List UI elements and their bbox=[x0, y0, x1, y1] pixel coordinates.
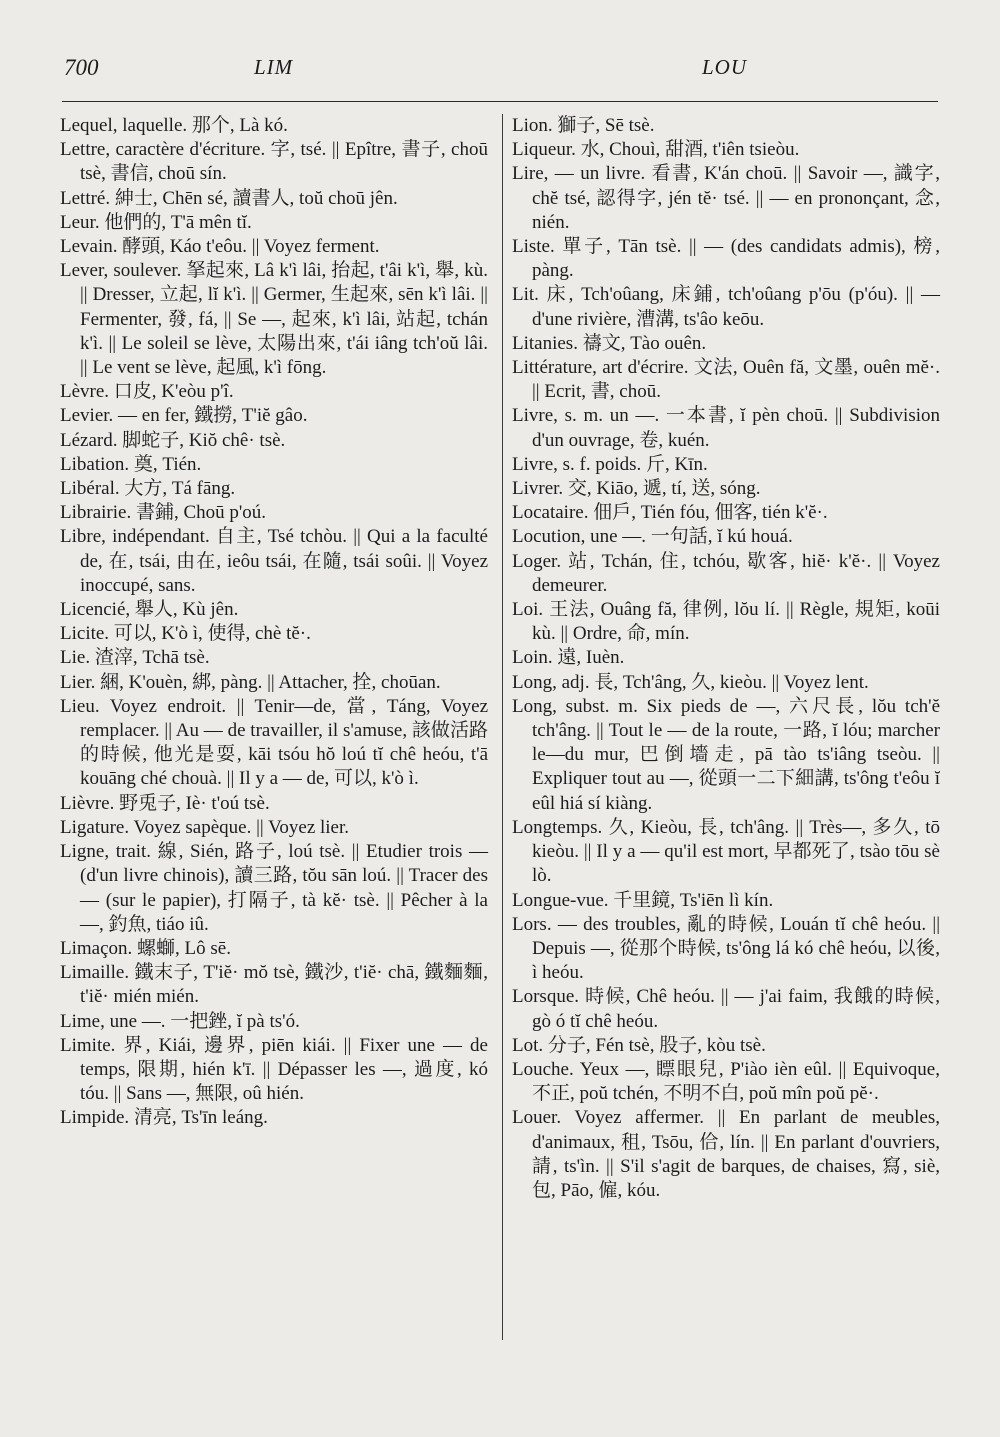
left-column bbox=[60, 114, 488, 1131]
dictionary-entry: Lie. 渣滓, Tchā tsè. bbox=[60, 647, 210, 669]
dictionary-entry: Ligature. Voyez sapèque. || Voyez lier. bbox=[60, 816, 350, 838]
dictionary-entry: Lequel, laquelle. 那个, Là kó. bbox=[60, 115, 288, 136]
dictionary-entry: Licite. 可以, K'ò ì, 使得, chè tĕ·. bbox=[60, 623, 311, 645]
dictionary-entry: Livre, s. m. un —. 一本書, ĭ pèn choū. || Subdivision d'un ouvrage, 卷, kuén. bbox=[512, 405, 940, 451]
dictionary-entry: Lèvre. 口皮, K'eòu p'î. bbox=[60, 381, 234, 403]
dictionary-entry: Libation. 奠, Tién. bbox=[60, 453, 202, 475]
dictionary-entry: Levier. — en fer, 鐵撈, T'iĕ gâo. bbox=[60, 405, 308, 427]
dictionary-entry: Lier. 綑, K'ouèn, 綁, pàng. || Attacher, 拴, choūan. bbox=[60, 671, 441, 693]
dictionary-entry: Lors. — des troubles, 亂的時候, Louán tĭ chê heóu. || Depuis —, 從那个時候, ts'ông lá kó chê heóu, 以後, ì heóu. bbox=[512, 913, 940, 984]
dictionary-entry: Livre, s. f. poids. 斤, Kīn. bbox=[512, 453, 708, 475]
dictionary-entry: Lettré. 紳士, Chēn sé, 讀書人, toŭ choū jên. bbox=[60, 187, 398, 209]
dictionary-entry: Locution, une —. 一句話, ĭ kú houá. bbox=[512, 526, 793, 548]
dictionary-entry: Longtemps. 久, Kieòu, 長, tch'âng. || Très—, 多久, tō kieòu. || Il y a — qu'il est mort, 早都死了, tsào tōu sè lò. bbox=[512, 816, 940, 887]
running-head-left: LIM bbox=[254, 55, 294, 79]
dictionary-entry: Limpide. 清亮, Ts'īn leáng. bbox=[60, 1107, 268, 1129]
dictionary-entry: Limaille. 鐵末子, T'iĕ· mŏ tsè, 鐵沙, t'iĕ· chā, 鐵麵麵, t'iĕ· mién mién. bbox=[60, 962, 488, 1008]
dictionary-entry: Littérature, art d'écrire. 文法, Ouên fă, 文墨, ouên mĕ·. || Ecrit, 書, choū. bbox=[512, 357, 940, 403]
dictionary-entry: Lion. 獅子, Sē tsè. bbox=[512, 115, 655, 136]
dictionary-entry: Long, subst. m. Six pieds de —, 六尺長, lŏu tch'ĕ tch'âng. || Tout le — de la route, 一路, ĭ lóu; marcher le—du mur, 巴倒墻走, pā tào ts'iâng tseòu. || Expliquer tout au —, 從頭一二下細講, ts'ông t'eôu ĭ eûl hiá sí kiàng. bbox=[512, 695, 940, 814]
dictionary-entry: Louche. Yeux —, 瞟眼兒, P'iào ièn eûl. || Equivoque, 不正, poŭ tchén, 不明不白, poŭ mîn poŭ pĕ·. bbox=[512, 1058, 940, 1105]
dictionary-entry: Lièvre. 野兎子, Iè· t'oú tsè. bbox=[60, 792, 270, 814]
dictionary-entry: Liqueur. 水, Chouì, 甜酒, t'iên tsieòu. bbox=[512, 139, 800, 161]
page-header bbox=[62, 55, 940, 85]
right-column bbox=[512, 114, 940, 1203]
dictionary-entry: Lorsque. 時候, Chê heóu. || — j'ai faim, 我餓的時候, gò ó tĭ chê heóu. bbox=[512, 986, 940, 1032]
dictionary-entry: Long, adj. 長, Tch'âng, 久, kieòu. || Voyez lent. bbox=[512, 671, 869, 693]
dictionary-entry: Louer. Voyez affermer. || En parlant de meubles, d'animaux, 租, Tsōu, 佮, lín. || En parlant d'ouvriers, 請, ts'ìn. || S'il s'agit de barques, de chaises, 寫, siè, 包, Pāo, 僱, kóu. bbox=[512, 1107, 940, 1201]
dictionary-entry: Libéral. 大方, Tá fāng. bbox=[60, 478, 236, 500]
dictionary-entry: Lieu. Voyez endroit. || Tenir—de, 當, Táng, Voyez remplacer. || Au — de travailler, il s'amuse, 該做活路的時候, 他光是耍, kāi tsóu hŏ loú tĭ chê heóu, t'ā kouāng ché chouà. || Il y a — de, 可以, k'ò ì. bbox=[60, 695, 488, 790]
dictionary-entry: Libre, indépendant. 自主, Tsé tchòu. || Qui a la faculté de, 在, tsái, 由在, ieôu tsái, 在隨, tsái soûi. || Voyez inoccupé, sans. bbox=[60, 526, 488, 596]
column-divider bbox=[502, 114, 503, 1340]
dictionary-entry: Loin. 遠, Iuèn. bbox=[512, 647, 625, 669]
page-number: 700 bbox=[64, 55, 99, 80]
dictionary-entry: Lit. 床, Tch'oûang, 床鋪, tch'oûang p'ōu (p'óu). || —d'une rivière, 漕溝, ts'âo keōu. bbox=[512, 284, 940, 330]
dictionary-entry: Lettre, caractère d'écriture. 字, tsé. || Epître, 書子, choū tsè, 書信, choū sín. bbox=[60, 139, 488, 185]
running-head-right: LOU bbox=[702, 55, 748, 79]
dictionary-entry: Locataire. 佃戶, Tién fóu, 佃客, tién k'ĕ·. bbox=[512, 502, 828, 524]
header-rule bbox=[62, 101, 938, 102]
dictionary-entry: Limaçon. 螺螄, Lô sē. bbox=[60, 937, 231, 959]
dictionary-entry: Loger. 站, Tchán, 住, tchóu, 歇客, hiĕ· k'ĕ·. || Voyez demeurer. bbox=[512, 550, 940, 596]
dictionary-entry: Litanies. 禱文, Tào ouên. bbox=[512, 332, 707, 354]
dictionary-entry: Loi. 王法, Ouâng fă, 律例, lŏu lí. || Règle, 規矩, koūi kù. || Ordre, 命, mín. bbox=[512, 599, 940, 645]
dictionary-entry: Levain. 酵頭, Káo t'eôu. || Voyez ferment. bbox=[60, 236, 380, 258]
dictionary-entry: Lever, soulever. 拏起來, Lâ k'ì lâi, 抬起, t'âi k'ì, 舉, kù. || Dresser, 立起, lĭ k'ì. || Germer, 生起來, sēn k'ì lâi. || Fermenter, 發, fá, || Se —, 起來, k'ì lâi, 站起, tchán k'ì. || Le soleil se lève, 太陽出來, t'ái iâng tch'oŭ lâi. || Le vent se lève, 起風, k'ì fōng. bbox=[60, 260, 488, 379]
dictionary-entry: Lot. 分子, Fén tsè, 股子, kòu tsè. bbox=[512, 1034, 766, 1056]
dictionary-entry: Lézard. 脚蛇子, Kiŏ chê· tsè. bbox=[60, 429, 286, 451]
dictionary-entry: Leur. 他們的, T'ā mên tĭ. bbox=[60, 211, 252, 233]
dictionary-entry: Librairie. 書鋪, Choū p'oú. bbox=[60, 502, 267, 524]
dictionary-entry: Lime, une —. 一把銼, ĭ pà ts'ó. bbox=[60, 1010, 300, 1032]
dictionary-entry: Ligne, trait. 線, Sién, 路子, loú tsè. || Etudier trois — (d'un livre chinois), 讀三路, tŏu sān loú. || Tracer des — (sur le papier), 打隔子, tà kĕ· tsè. || Pêcher à la —, 釣魚, tiáo iû. bbox=[60, 841, 488, 935]
dictionary-entry: Licencié, 舉人, Kù jên. bbox=[60, 599, 239, 621]
dictionary-entry: Liste. 單子, Tān tsè. || — (des candidats admis), 榜, pàng. bbox=[512, 236, 940, 282]
dictionary-entry: Limite. 界, Kiái, 邊界, piēn kiái. || Fixer une — de temps, 限期, hién k'ī. || Dépasser les —, 過度, kó tóu. || Sans —, 無限, oû hién. bbox=[60, 1034, 488, 1105]
dictionary-entry: Lire, — un livre. 看書, K'án choū. || Savoir —, 識字, chĕ tsé, 認得字, jén tĕ· tsé. || — en prononçant, 念, nién. bbox=[512, 163, 940, 233]
dictionary-entry: Livrer. 交, Kiāo, 遞, tí, 送, sóng. bbox=[512, 478, 761, 500]
dictionary-entry: Longue-vue. 千里鏡, Ts'iēn lì kín. bbox=[512, 889, 774, 911]
